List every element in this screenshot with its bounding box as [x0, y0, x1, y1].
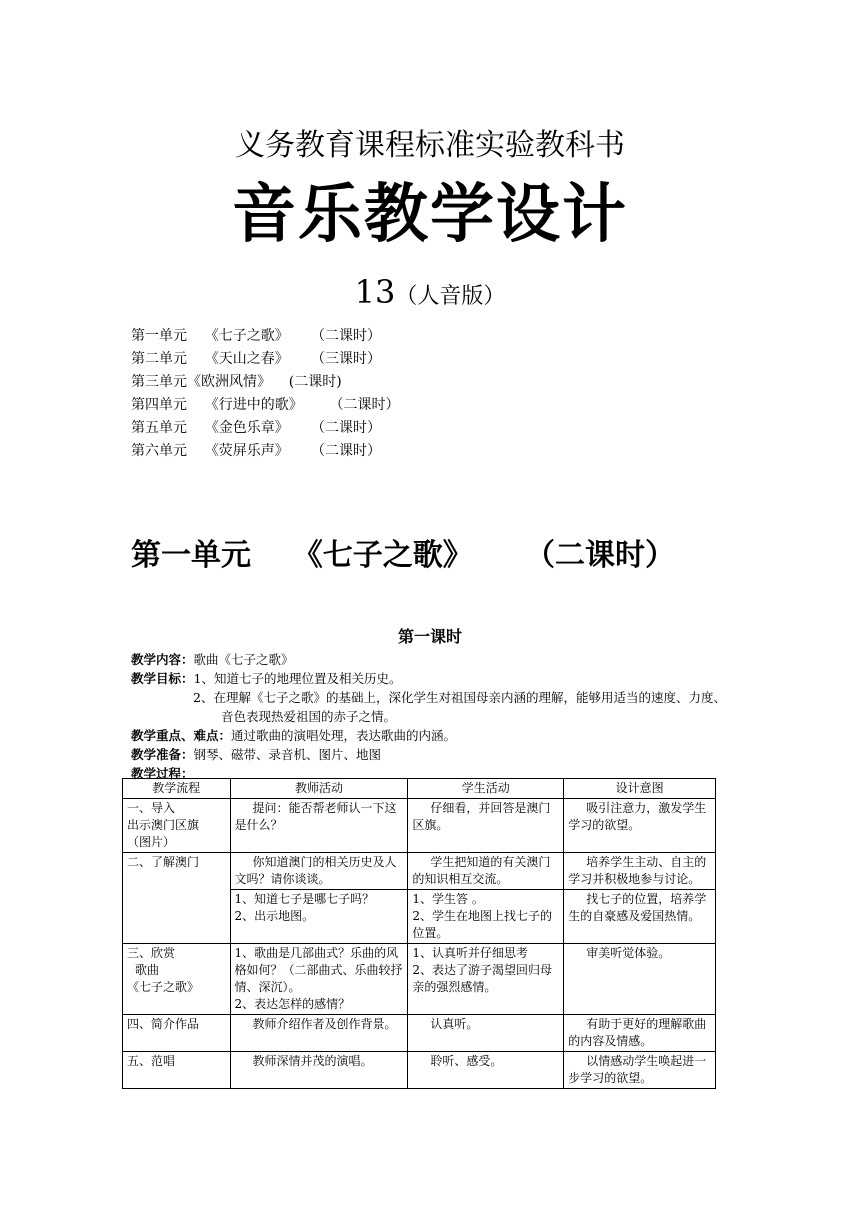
teacher-cell: [230, 944, 408, 1015]
column-header: 学生活动: [408, 779, 564, 799]
toc-item: 第二单元 《天山之春》 （三课时）: [131, 351, 382, 367]
stage-line: 歌曲: [135, 963, 160, 977]
stage-line: 一、导入: [127, 801, 176, 815]
stage-cell: 二、了解澳门: [123, 853, 231, 944]
goals-line: [131, 669, 751, 688]
stage-cell: [123, 799, 231, 853]
teaching-process-table: [122, 778, 716, 1089]
table-row: [123, 799, 716, 853]
stage-line: （图片）: [127, 835, 176, 849]
teacher-line: 1、知道七子是哪七子吗？: [234, 892, 375, 906]
prep-value: 钢琴、磁带、录音机、图片、地图: [193, 747, 382, 762]
stage-cell: 四、简介作品: [123, 1015, 231, 1052]
toc-item: 第四单元 《行进中的歌》 （二课时）: [131, 397, 400, 413]
intent-cell: 找七子的位置，培养学生的自豪感及爱国热情。: [564, 890, 716, 944]
goal-2: 2、在理解《七子之歌》的基础上，深化学生对祖国母亲内涵的理解，能够用适当的速度、力度、: [193, 690, 726, 705]
teacher-cell: [230, 890, 408, 944]
intent-cell: 有助于更好的理解歌曲的内容及情感。: [564, 1015, 716, 1052]
teacher-cell: 教师深情并茂的演唱。: [230, 1052, 408, 1089]
toc-item: 第六单元 《荧屏乐声》 （二课时）: [131, 443, 382, 459]
grade-number: 13: [354, 273, 396, 311]
content-line: [131, 650, 751, 669]
teacher-line: 2、出示地图。: [234, 909, 315, 923]
prep-label: 教学准备：: [131, 747, 194, 762]
intent-cell: 以情感动学生唤起进一步学习的欲望。: [564, 1052, 716, 1089]
table-row: [123, 853, 716, 890]
stage-line: 三、欣赏: [127, 946, 176, 960]
lesson-title: 第一课时: [397, 627, 462, 646]
edition-label: （人音版）: [395, 284, 506, 309]
intent-cell: 吸引注意力，激发学生学习的欲望。: [564, 799, 716, 853]
prep-line: [131, 745, 751, 764]
stage-line: 《七子之歌》: [127, 980, 200, 994]
student-cell: 认真听。: [408, 1015, 564, 1052]
series-title: 义务教育课程标准实验教科书: [235, 128, 625, 163]
content-label: 教学内容：: [131, 652, 194, 667]
goal-1: 1、知道七子的地理位置及相关历史。: [193, 671, 402, 686]
student-line: 2、学生在地图上找七子的位置。: [412, 909, 553, 940]
process-label: 教学过程：: [131, 766, 194, 781]
teacher-line: 2、表达怎样的感情？: [234, 997, 351, 1011]
table-of-contents: [131, 325, 400, 463]
stage-cell: 五、范唱: [123, 1052, 231, 1089]
teacher-cell: 教师介绍作者及创作背景。: [230, 1015, 408, 1052]
toc-item: 第一单元 《七子之歌》 （二课时）: [131, 328, 382, 344]
book-title: 音乐教学设计: [232, 177, 628, 252]
focus-line: [131, 726, 751, 745]
student-cell: 聆听、感受。: [408, 1052, 564, 1089]
focus-value: 通过歌曲的演唱处理，表达歌曲的内涵。: [231, 728, 457, 743]
goal-2-continued: 音色表现热爱祖国的赤子之情。: [221, 709, 397, 724]
lesson-meta: [131, 650, 751, 783]
student-cell: 仔细看，并回答是澳门区旗。: [408, 799, 564, 853]
unit-heading: 第一单元 《七子之歌》 （二课时）: [131, 538, 675, 573]
student-cell: [408, 890, 564, 944]
table-header-row: [123, 779, 716, 799]
student-line: 2、表达了游子渴望回归母亲的强烈感情。: [412, 963, 553, 994]
column-header: 教师活动: [230, 779, 408, 799]
column-header: 设计意图: [564, 779, 716, 799]
student-cell: 学生把知道的有关澳门的知识相互交流。: [408, 853, 564, 890]
intent-cell: 培养学生主动、自主的学习并积极地参与讨论。: [564, 853, 716, 890]
toc-item: 第三单元《欧洲风情》 (二课时): [131, 374, 342, 390]
toc-item: 第五单元 《金色乐章》 （二课时）: [131, 420, 382, 436]
student-cell: [408, 944, 564, 1015]
table-row: [123, 1015, 716, 1052]
student-line: 1、学生答 。: [412, 892, 484, 906]
teacher-cell: 你知道澳门的相关历史及人文吗？请你谈谈。: [230, 853, 408, 890]
table-row: [123, 1052, 716, 1089]
teacher-cell: 提问：能否帮老师认一下这是什么？: [230, 799, 408, 853]
student-line: 1、认真听并仔细思考: [412, 946, 529, 960]
focus-label: 教学重点、难点：: [131, 728, 232, 743]
stage-cell: [123, 944, 231, 1015]
stage-line: 出示澳门区旗: [127, 818, 200, 832]
table-row: [123, 944, 716, 1015]
content-value: 歌曲《七子之歌》: [193, 652, 294, 667]
intent-cell: 审美听觉体验。: [564, 944, 716, 1015]
teacher-line: 1、歌曲是几部曲式？乐曲的风格如何？（二部曲式、乐曲较抒情、深沉）。: [234, 946, 403, 994]
column-header: 教学流程: [123, 779, 231, 799]
grade-edition: [0, 272, 860, 317]
goals-label: 教学目标：: [131, 671, 194, 686]
